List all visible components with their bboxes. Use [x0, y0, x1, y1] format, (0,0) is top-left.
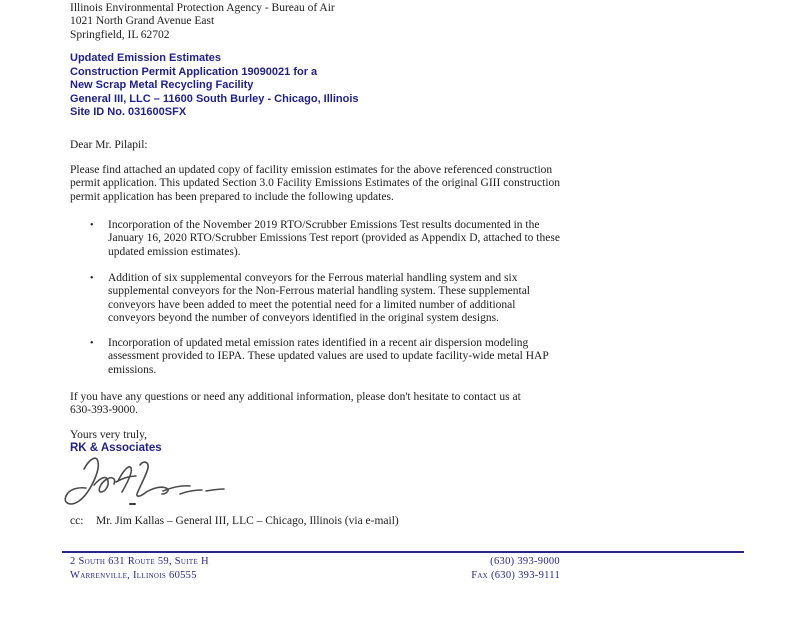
bullet-text: Incorporation of updated metal emission rates identified in a recent air dispersion modeling assessment provided to IEPA. These updated values are used to update facility-wide metal HAP emissions. [108, 337, 549, 376]
recipient-line: 1021 North Grand Avenue East [70, 15, 215, 28]
cc-text: Mr. Jim Kallas – General III, LLC – Chicago, Illinois (via e-mail) [96, 515, 399, 527]
recipient-line: Illinois Environmental Protection Agency - Bureau of Air [70, 2, 335, 14]
subject-line-application: Construction Permit Application 19090021 for a [70, 65, 318, 78]
bullet-icon: • [90, 220, 94, 231]
bullet-text: Incorporation of the November 2019 RTO/Scrubber Emissions Test results documented in the January 16, 2020 RTO/Scrubber Emissions Test report (provided as Appendix D, attached to these updated emission estimates). [108, 219, 560, 258]
signature-image [60, 453, 235, 511]
footer-address-line2: Warrenville, Illinois 60555 [70, 570, 197, 581]
footer-address-line1: 2 South 631 Route 59, Suite H [70, 556, 209, 567]
footer-fax: Fax (630) 393-9111 [471, 570, 560, 581]
subject-line-facility: New Scrap Metal Recycling Facility [70, 79, 254, 91]
cc-line [70, 515, 570, 528]
bullet-icon: • [90, 338, 94, 349]
bullet-text: Addition of six supplemental conveyors for the Ferrous material handling system and six supplemental conveyors for the Non-Ferrous material handling system. These supplemental conveyors have been added to meet the potential need for a limited number of additional conveyors beyond the number of conveyors identified in the original system designs. [108, 272, 530, 325]
bullet-icon: • [90, 273, 94, 284]
valediction: Yours very truly, [70, 429, 147, 441]
subject-line-company-address: General III, LLC – 11600 South Burley - Chicago, Illinois [70, 92, 359, 105]
footer-divider [62, 551, 744, 553]
signature-scribble [60, 453, 235, 511]
subject-line-title: Updated Emission Estimates [70, 52, 221, 64]
opening-paragraph: Please find attached an updated copy of facility emission estimates for the above referenced construction permit application. This updated Section 3.0 Facility Emissions Estimates of the original GIII construction permit application has been prepared to include the following updates. [70, 164, 561, 203]
footer-contact [300, 555, 560, 583]
company-name: RK & Associates [70, 442, 162, 454]
cc-label: cc: [70, 515, 84, 527]
signature-mark [129, 503, 136, 505]
subject-line-site-id: Site ID No. 031600SFX [70, 106, 187, 118]
bullet-item-metal-emissions [90, 337, 562, 377]
salutation: Dear Mr. Pilapil: [70, 139, 148, 151]
bullet-item-rto-test [90, 219, 562, 259]
subject-block [70, 52, 550, 120]
footer-phone: (630) 393-9000 [490, 556, 560, 567]
recipient-line: Springfield, IL 62702 [70, 28, 170, 41]
recipient-address-block [70, 2, 490, 42]
bullet-item-conveyors [90, 272, 562, 326]
closing-paragraph: If you have any questions or need any additional information, please don't hesitate to contact us at 630-393-9000. [70, 391, 521, 417]
